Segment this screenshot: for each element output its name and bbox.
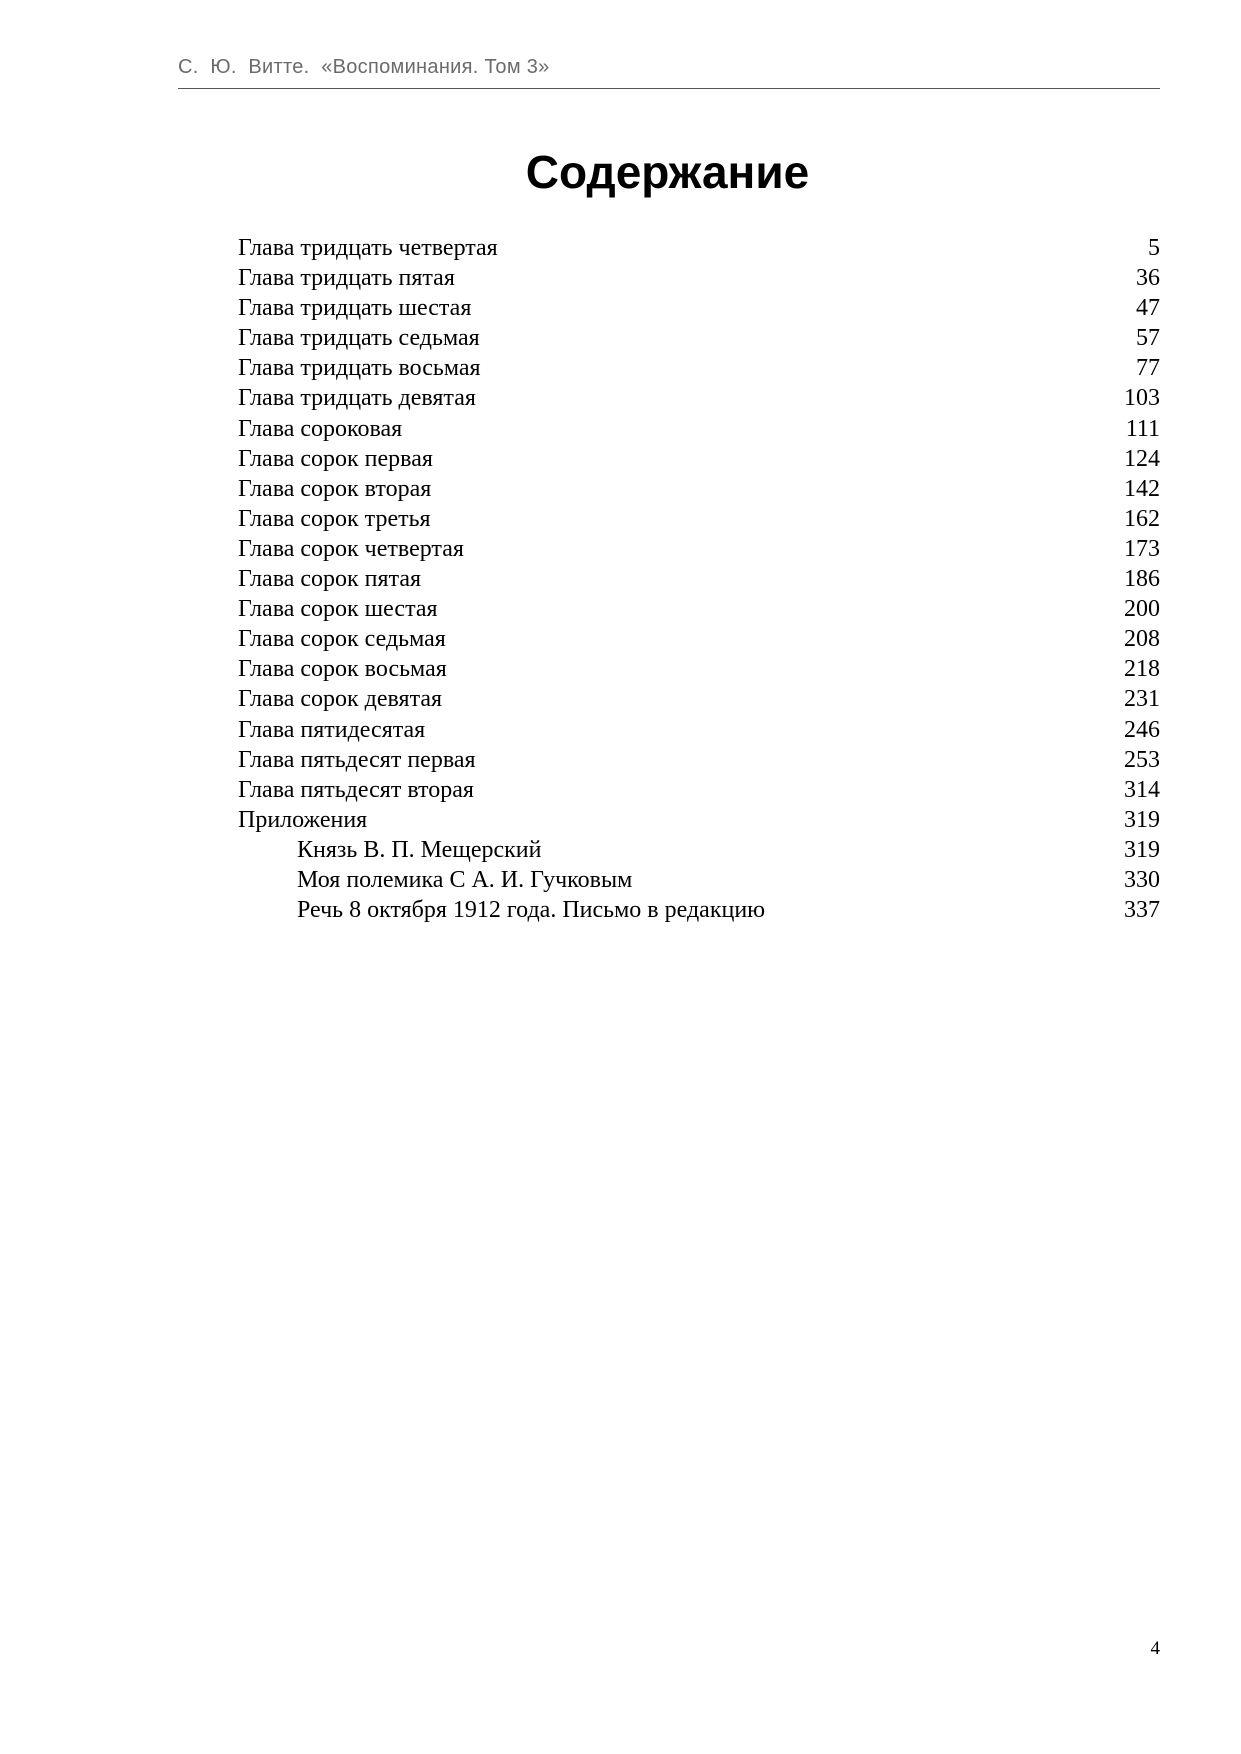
toc-entry-title: Глава сорок восьмая	[238, 656, 447, 683]
toc-entry-page: 319	[1124, 806, 1160, 833]
toc-entry-page: 337	[1124, 897, 1160, 924]
toc-entry-page: 124	[1124, 445, 1160, 472]
toc-subentry[interactable]	[238, 865, 1160, 895]
toc-entry-title: Речь 8 октября 1912 года. Письмо в редакцию	[297, 897, 766, 924]
toc-entry[interactable]	[238, 534, 1160, 564]
toc-entry-page: 5	[1148, 235, 1160, 261]
toc-entry[interactable]	[238, 323, 1160, 353]
toc-entry-title: Глава сорок вторая	[238, 475, 432, 502]
toc-entry-page: 103	[1124, 385, 1160, 412]
toc-entry-page: 47	[1136, 295, 1160, 322]
toc-entry-page: 186	[1124, 566, 1160, 593]
toc-entry-page: 218	[1124, 656, 1160, 683]
toc-entry-page: 208	[1124, 626, 1160, 653]
toc-entry-page: 246	[1124, 716, 1160, 743]
toc-entry-title: Глава тридцать четвертая	[238, 235, 498, 261]
toc-entry-title: Глава тридцать шестая	[238, 295, 472, 322]
toc-entry-title: Глава тридцать девятая	[238, 385, 476, 412]
toc-entry-title: Глава сорок третья	[238, 505, 431, 532]
toc-entry-title: Глава тридцать восьмая	[238, 355, 481, 382]
toc-entry[interactable]	[238, 353, 1160, 383]
toc-entry-title: Князь В. П. Мещерский	[297, 836, 542, 863]
toc-entry-page: 162	[1124, 505, 1160, 532]
toc-entry[interactable]	[238, 564, 1160, 594]
toc-entry-title: Глава сороковая	[238, 415, 403, 442]
toc-entry-title: Приложения	[238, 806, 368, 833]
toc-entry-page: 36	[1136, 265, 1160, 292]
toc-entry-page: 77	[1136, 355, 1160, 382]
toc-entry[interactable]	[238, 775, 1160, 805]
toc-entry-title: Глава сорок шестая	[238, 596, 438, 623]
toc-entry[interactable]	[238, 745, 1160, 775]
toc-entry-title: Глава сорок седьмая	[238, 626, 446, 653]
toc-entry[interactable]	[238, 233, 1160, 263]
toc-entry-page: 57	[1136, 325, 1160, 352]
toc-entry[interactable]	[238, 805, 1160, 835]
toc-entry[interactable]	[238, 715, 1160, 745]
toc-entry-page: 319	[1124, 836, 1160, 863]
toc-entry-title: Глава пятидесятая	[238, 716, 426, 743]
toc-entry[interactable]	[238, 474, 1160, 504]
toc-entry-title: Глава пятьдесят первая	[238, 746, 476, 773]
toc-entry[interactable]	[238, 504, 1160, 534]
toc-entry[interactable]	[238, 624, 1160, 654]
running-header: С. Ю. Витте. «Воспоминания. Том 3»	[178, 56, 550, 78]
toc-entry-page: 200	[1124, 596, 1160, 623]
toc-entry-page: 231	[1124, 686, 1160, 713]
toc-subentry[interactable]	[238, 835, 1160, 865]
toc-entry[interactable]	[238, 263, 1160, 293]
toc-entry-page: 142	[1124, 475, 1160, 502]
toc-entry-page: 314	[1124, 776, 1160, 803]
toc-entry[interactable]	[238, 594, 1160, 624]
toc-entry-title: Глава тридцать седьмая	[238, 325, 480, 352]
toc-entry-title: Глава сорок четвертая	[238, 535, 464, 562]
toc-entry-page: 253	[1124, 746, 1160, 773]
toc-subentry[interactable]	[238, 895, 1160, 925]
toc-entry[interactable]	[238, 444, 1160, 474]
toc-entry-title: Моя полемика С А. И. Гучковым	[297, 866, 633, 893]
toc-entry[interactable]	[238, 654, 1160, 684]
header-divider	[178, 88, 1160, 89]
toc-entry-page: 330	[1124, 866, 1160, 893]
toc-entry-page: 111	[1125, 415, 1160, 442]
toc-entry[interactable]	[238, 684, 1160, 714]
toc-entry[interactable]	[238, 414, 1160, 444]
toc-entry-title: Глава сорок пятая	[238, 566, 422, 593]
table-of-contents	[238, 233, 1160, 925]
toc-entry-title: Глава сорок девятая	[238, 686, 443, 713]
toc-entry[interactable]	[238, 383, 1160, 413]
toc-entry-page: 173	[1124, 535, 1160, 562]
toc-entry-title: Глава тридцать пятая	[238, 265, 455, 292]
toc-entry-title: Глава пятьдесят вторая	[238, 776, 474, 803]
toc-entry[interactable]	[238, 293, 1160, 323]
page-title: Содержание	[525, 146, 810, 198]
page-number: 4	[1150, 1638, 1160, 1659]
toc-entry-title: Глава сорок первая	[238, 445, 433, 472]
